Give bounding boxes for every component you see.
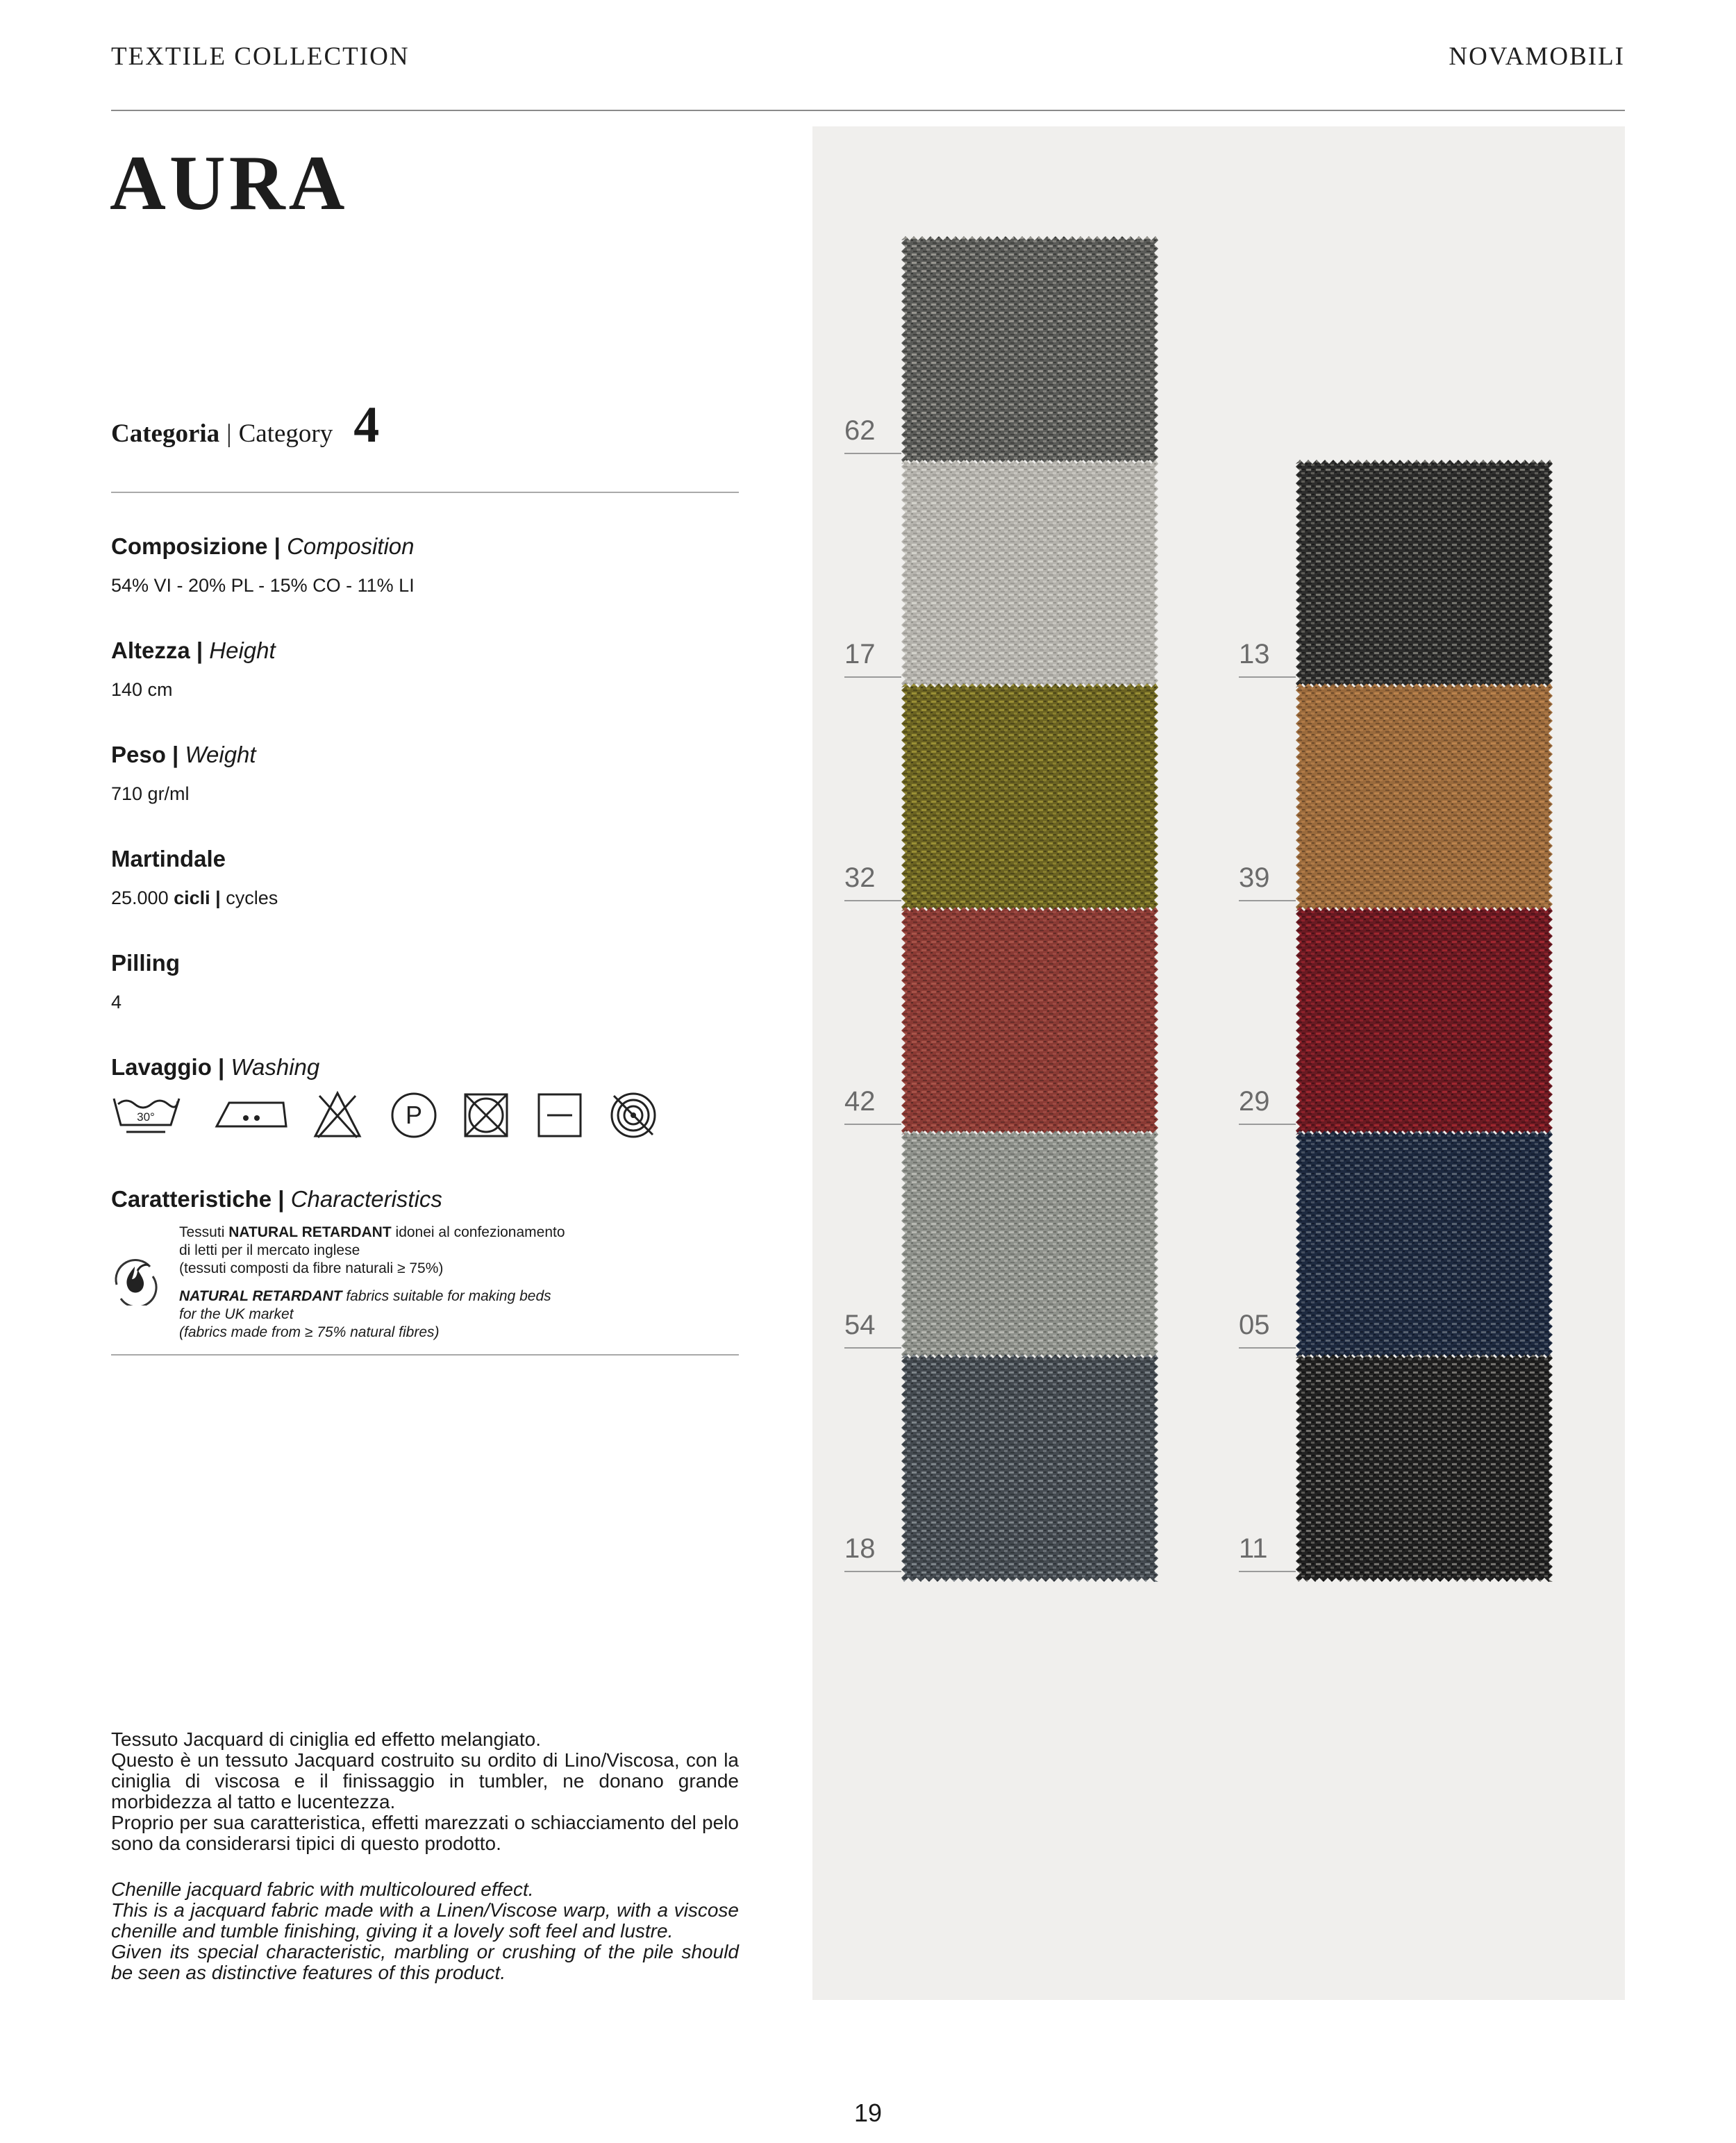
swatch-code-underline bbox=[844, 1124, 901, 1125]
swatch-code-underline bbox=[844, 1347, 901, 1349]
fabric-swatch bbox=[1296, 683, 1553, 911]
char-en-bold: NATURAL RETARDANT bbox=[179, 1288, 342, 1304]
weight-label-en: Weight bbox=[185, 742, 256, 767]
composition-label-en: Composition bbox=[287, 533, 415, 559]
swatch-code: 13 bbox=[1239, 639, 1270, 669]
category-label-en: Category bbox=[238, 419, 333, 448]
dry-clean-letter: P bbox=[405, 1101, 423, 1129]
fabric-swatch bbox=[901, 460, 1158, 687]
fabric-swatch bbox=[901, 1131, 1158, 1358]
dry-clean-p-icon bbox=[389, 1090, 439, 1140]
swatch-code-underline bbox=[1239, 1347, 1296, 1349]
swatch-code-underline bbox=[1239, 900, 1296, 901]
characteristics-label-it: Caratteristiche bbox=[111, 1186, 272, 1212]
swatch-code: 29 bbox=[1239, 1086, 1270, 1117]
product-title: AURA bbox=[110, 140, 349, 226]
swatch-texture bbox=[901, 683, 1158, 911]
weight-label-it: Peso bbox=[111, 742, 166, 767]
category-label-it: Categoria bbox=[111, 419, 220, 448]
fabric-swatch bbox=[1296, 1354, 1553, 1582]
spec-characteristics: Caratteristiche | Characteristics bbox=[111, 1186, 442, 1212]
desc-en-p1: Chenille jacquard fabric with multicoloured effect. bbox=[111, 1878, 534, 1900]
swatch-code: 05 bbox=[1239, 1310, 1270, 1340]
spec-pilling bbox=[111, 950, 180, 1013]
fabric-swatch bbox=[1296, 1131, 1553, 1358]
swatch-code: 42 bbox=[844, 1086, 876, 1117]
swatch-texture bbox=[1296, 907, 1553, 1135]
swatch-texture bbox=[1296, 683, 1553, 911]
dry-flat-icon bbox=[535, 1090, 585, 1140]
martindale-unit-it: cicli bbox=[174, 887, 210, 908]
char-en-line1: fabrics suitable for making beds bbox=[346, 1288, 551, 1304]
spiral-icon bbox=[608, 1090, 658, 1140]
spec-martindale: Martindale 25.000 cicli | cycles bbox=[111, 846, 278, 908]
weight-value: 710 gr/ml bbox=[111, 783, 190, 804]
no-bleach-icon bbox=[312, 1090, 362, 1140]
swatch-code-underline bbox=[844, 453, 901, 454]
char-it-line3: (tessuti composti da fibre naturali ≥ 75%) bbox=[179, 1260, 444, 1276]
swatch-texture bbox=[901, 460, 1158, 687]
wash-temp: 30° bbox=[137, 1110, 155, 1124]
description-italian bbox=[111, 1729, 739, 1854]
category-separator: | bbox=[226, 419, 232, 448]
washing-label-it: Lavaggio bbox=[111, 1054, 212, 1080]
swatch-code-underline bbox=[844, 900, 901, 901]
swatch-code: 32 bbox=[844, 862, 876, 893]
pilling-label: Pilling bbox=[111, 950, 180, 976]
spec-weight: Peso | Weight 710 gr/ml bbox=[111, 742, 256, 804]
characteristics-text bbox=[179, 1224, 565, 1342]
swatch-code: 18 bbox=[844, 1533, 876, 1564]
martindale-unit-en: cycles bbox=[226, 887, 278, 908]
swatch-texture bbox=[1296, 1131, 1553, 1358]
fabric-swatch bbox=[901, 683, 1158, 911]
no-tumble-dry-icon bbox=[461, 1090, 511, 1140]
characteristics-label-en: Characteristics bbox=[290, 1186, 442, 1212]
fabric-swatch bbox=[901, 1354, 1158, 1582]
composition-label-it: Composizione bbox=[111, 533, 268, 559]
swatch-code-underline bbox=[1239, 676, 1296, 678]
char-it-bold: NATURAL RETARDANT bbox=[228, 1224, 392, 1240]
swatch-texture bbox=[901, 1354, 1158, 1582]
category-value: 4 bbox=[353, 397, 380, 453]
fabric-swatch bbox=[1296, 460, 1553, 687]
swatch-texture bbox=[901, 236, 1158, 464]
desc-en-p3: Given its special characteristic, marbling or crushing of the pile should be seen as distinctive features of this product. bbox=[111, 1941, 739, 1983]
fabric-swatch bbox=[1296, 907, 1553, 1135]
desc-it-p2: Questo è un tessuto Jacquard costruito su ordito di Lino/Viscosa, con la ciniglia di viscosa e il finissaggio in tumbler, ne donano grande morbidezza al tatto e lucentezza. bbox=[111, 1749, 739, 1812]
swatch-code: 62 bbox=[844, 415, 876, 446]
brand-name: NOVAMOBILI bbox=[1449, 42, 1625, 71]
swatch-code: 11 bbox=[1239, 1533, 1268, 1564]
page-number: 19 bbox=[853, 2099, 883, 2127]
spec-height: Altezza | Height 140 cm bbox=[111, 637, 276, 700]
washing-label-en: Washing bbox=[231, 1054, 320, 1080]
category-divider bbox=[111, 492, 739, 493]
char-it-prefix: Tessuti bbox=[179, 1224, 225, 1240]
height-label-en: Height bbox=[209, 637, 276, 663]
martindale-label: Martindale bbox=[111, 846, 226, 872]
swatch-texture bbox=[1296, 1354, 1553, 1582]
header-divider bbox=[111, 110, 1625, 111]
char-en-line3: (fabrics made from ≥ 75% natural fibres) bbox=[179, 1324, 440, 1340]
char-en-line2: for the UK market bbox=[179, 1306, 294, 1322]
char-it-line2: di letti per il mercato inglese bbox=[179, 1242, 360, 1258]
swatch-code: 54 bbox=[844, 1310, 876, 1340]
spec-composition: Composizione | Composition 54% VI - 20% PL - 15% CO - 11% LI bbox=[111, 533, 415, 596]
fabric-swatch bbox=[901, 907, 1158, 1135]
swatch-texture bbox=[1296, 460, 1553, 687]
swatch-texture bbox=[901, 1131, 1158, 1358]
desc-en-p2: This is a jacquard fabric made with a Linen/Viscose warp, with a viscose chenille and tumble finishing, giving it a lovely soft feel and lustre. bbox=[111, 1899, 739, 1942]
collection-title: TEXTILE COLLECTION bbox=[111, 42, 410, 71]
swatch-texture bbox=[901, 907, 1158, 1135]
characteristics-divider bbox=[111, 1354, 739, 1356]
washing-icons bbox=[111, 1090, 667, 1140]
spec-washing: Lavaggio | Washing bbox=[111, 1054, 320, 1080]
pilling-value: 4 bbox=[111, 992, 122, 1012]
desc-it-p1: Tessuto Jacquard di ciniglia ed effetto melangiato. bbox=[111, 1728, 541, 1750]
swatch-code-underline bbox=[844, 1571, 901, 1572]
fabric-swatch bbox=[901, 236, 1158, 464]
swatch-code-underline bbox=[844, 676, 901, 678]
swatch-code: 17 bbox=[844, 639, 876, 669]
char-it-line1: idonei al confezionamento bbox=[395, 1224, 565, 1240]
swatch-code-underline bbox=[1239, 1124, 1296, 1125]
swatch-code: 39 bbox=[1239, 862, 1270, 893]
description-english bbox=[111, 1879, 739, 1983]
flame-retardant-icon bbox=[110, 1256, 160, 1306]
height-value: 140 cm bbox=[111, 679, 173, 700]
swatch-code-underline bbox=[1239, 1571, 1296, 1572]
category-row bbox=[111, 396, 380, 453]
martindale-value: 25.000 bbox=[111, 887, 169, 908]
height-label-it: Altezza bbox=[111, 637, 190, 663]
iron-icon bbox=[214, 1090, 290, 1140]
wash-30-icon bbox=[111, 1090, 183, 1140]
composition-value: 54% VI - 20% PL - 15% CO - 11% LI bbox=[111, 575, 415, 596]
desc-it-p3: Proprio per sua caratteristica, effetti marezzati o schiacciamento del pelo sono da considerarsi tipici di questo prodotto. bbox=[111, 1812, 739, 1854]
